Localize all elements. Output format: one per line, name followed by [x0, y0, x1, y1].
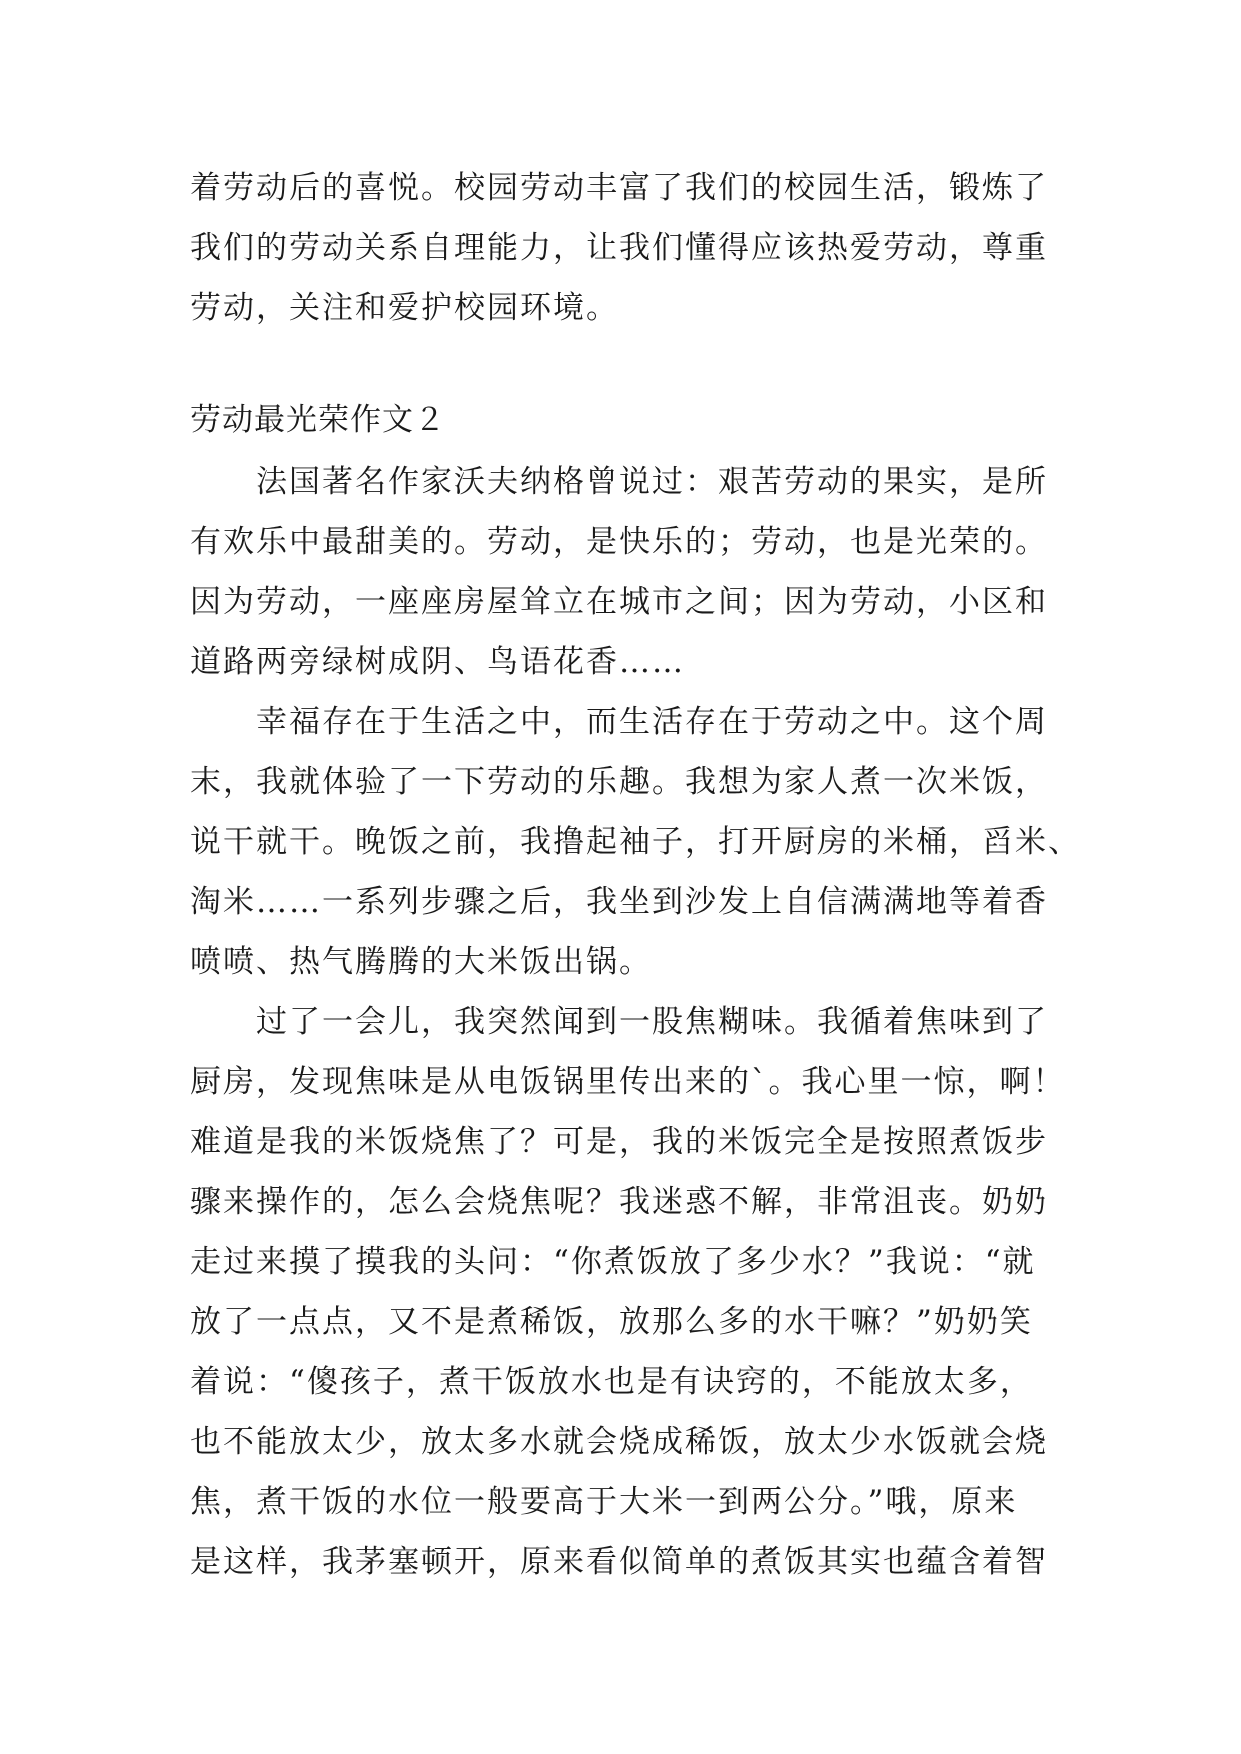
intro-line: 着劳动后的喜悦。校园劳动丰富了我们的校园生活，锻炼了 — [190, 170, 1048, 206]
paragraph-line: 因为劳动，一座座房屋耸立在城市之间；因为劳动，小区和 — [190, 584, 1048, 620]
intro-line: 我们的劳动关系自理能力，让我们懂得应该热爱劳动，尊重 — [190, 230, 1048, 266]
section-title: 劳动最光荣作文２ — [190, 402, 446, 438]
paragraph-line: 是这样，我茅塞顿开，原来看似简单的煮饭其实也蕴含着智 — [190, 1544, 1048, 1580]
paragraph-line: 也不能放太少，放太多水就会烧成稀饭，放太少水饭就会烧 — [190, 1424, 1048, 1460]
paragraph-line: 骤来操作的，怎么会烧焦呢？我迷惑不解，非常沮丧。奶奶 — [190, 1184, 1048, 1220]
paragraph-line: 淘米……一系列步骤之后，我坐到沙发上自信满满地等着香 — [190, 884, 1048, 920]
paragraph-line: 说干就干。晚饭之前，我撸起袖子，打开厨房的米桶，舀米、 — [190, 824, 1081, 860]
paragraph-line: 有欢乐中最甜美的。劳动，是快乐的；劳动，也是光荣的。 — [190, 524, 1048, 560]
paragraph-line: 放了一点点，又不是煮稀饭，放那么多的水干嘛？”奶奶笑 — [190, 1304, 1033, 1340]
paragraph-line: 法国著名作家沃夫纳格曾说过：艰苦劳动的果实，是所 — [256, 464, 1048, 500]
paragraph-line: 焦，煮干饭的水位一般要高于大米一到两公分。”哦，原来 — [190, 1484, 1018, 1520]
paragraph-line: 走过来摸了摸我的头问：“你煮饭放了多少水？”我说：“就 — [190, 1244, 1036, 1280]
paragraph-line: 喷喷、热气腾腾的大米饭出锅。 — [190, 944, 652, 980]
paragraph-line: 厨房，发现焦味是从电饭锅里传出来的`。我心里一惊，啊！ — [190, 1064, 1066, 1100]
paragraph-line: 难道是我的米饭烧焦了？可是，我的米饭完全是按照煮饭步 — [190, 1124, 1048, 1160]
paragraph-line: 幸福存在于生活之中，而生活存在于劳动之中。这个周 — [256, 704, 1048, 740]
intro-line: 劳动，关注和爱护校园环境。 — [190, 290, 619, 326]
paragraph-line: 过了一会儿，我突然闻到一股焦糊味。我循着焦味到了 — [256, 1004, 1048, 1040]
paragraph-line: 着说：“傻孩子，煮干饭放水也是有诀窍的，不能放太多， — [190, 1364, 1033, 1400]
paragraph-line: 道路两旁绿树成阴、鸟语花香…… — [190, 644, 685, 680]
paragraph-line: 末，我就体验了一下劳动的乐趣。我想为家人煮一次米饭， — [190, 764, 1048, 800]
